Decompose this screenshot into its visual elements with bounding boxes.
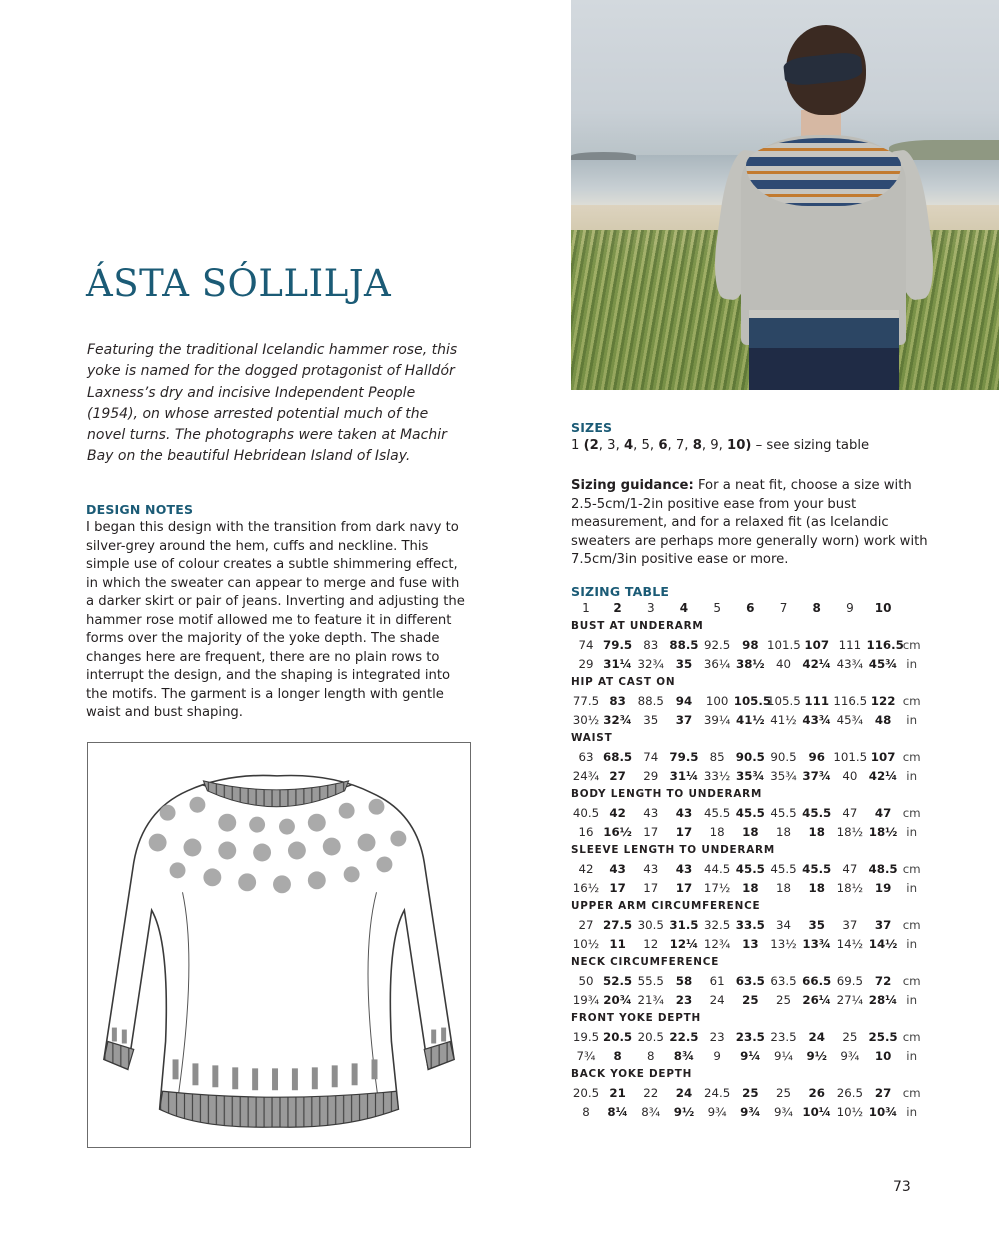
- measurement-value: 43¾: [836, 656, 864, 671]
- measurement-row-cm: [571, 691, 931, 710]
- measurement-value: 9½: [806, 1048, 827, 1063]
- unit-label: in: [906, 936, 918, 951]
- size-column-header: 8: [812, 601, 821, 615]
- measurement-value: 98: [742, 637, 759, 652]
- measurement-value: 45.5: [802, 805, 832, 820]
- measurement-value: 17: [643, 880, 659, 895]
- measurement-value: 16: [578, 824, 594, 839]
- unit-label: cm: [902, 805, 921, 820]
- size-column-header: 10: [874, 601, 892, 615]
- design-notes-section: [86, 502, 471, 723]
- measurement-value: 34: [776, 917, 792, 932]
- measurement-label: SLEEVE LENGTH TO UNDERARM: [571, 844, 775, 856]
- measurement-value: 9¾: [707, 1104, 727, 1119]
- photo-sweater-yoke: [746, 138, 901, 206]
- measurement-value: 29: [643, 768, 659, 783]
- measurement-value: 20.5: [603, 1029, 633, 1044]
- measurement-value: 38½: [736, 656, 765, 671]
- measurement-value: 45.5: [770, 861, 797, 876]
- measurement-value: 18: [776, 880, 792, 895]
- unit-label: in: [906, 880, 918, 895]
- sizes-list: [571, 438, 931, 453]
- measurement-value: 41½: [736, 712, 765, 727]
- measurement-value: 20¾: [603, 992, 632, 1007]
- unit-label: cm: [902, 1029, 921, 1044]
- measurement-row-cm: [571, 1027, 931, 1046]
- measurement-value: 63.5: [770, 973, 797, 988]
- measurement-row-in: [571, 1102, 931, 1121]
- measurement-value: 50: [578, 973, 594, 988]
- measurement-value: 39¼: [703, 712, 731, 727]
- measurement-value: 23: [675, 992, 693, 1007]
- size-column-header: 7: [779, 601, 788, 615]
- size-9: , 9,: [701, 438, 728, 453]
- measurement-value: 23.5: [735, 1029, 765, 1044]
- measurement-value: 24¾: [572, 768, 600, 783]
- measurement-value: 63: [578, 749, 594, 764]
- measurement-value: 9¾: [774, 1104, 793, 1119]
- size-6: 6: [658, 438, 668, 453]
- measurement-value: 19.5: [572, 1029, 600, 1044]
- measurement-value: 18½: [836, 880, 864, 895]
- measurement-row-in: [571, 822, 931, 841]
- measurement-value: 83: [609, 693, 626, 708]
- measurement-row-cm: [571, 859, 931, 878]
- measurement-value: 16½: [603, 824, 632, 839]
- measurement-value: 8¼: [607, 1104, 628, 1119]
- measurement-value: 10¼: [802, 1104, 832, 1119]
- measurement-value: 63.5: [735, 973, 765, 988]
- unit-label: cm: [902, 749, 921, 764]
- measurement-value: 111: [804, 693, 830, 708]
- measurement-value: 22.5: [669, 1029, 699, 1044]
- measurement-value: 77.5: [572, 693, 600, 708]
- photo-skirt: [749, 348, 899, 390]
- measurement-value: 43: [643, 861, 659, 876]
- measurement-value: 48: [874, 712, 892, 727]
- unit-label: cm: [902, 861, 921, 876]
- measurement-value: 10¾: [868, 1104, 898, 1119]
- measurement-value: 17: [675, 824, 693, 839]
- measurement-value: 88.5: [669, 637, 699, 652]
- measurement-value: 27: [609, 768, 626, 783]
- measurement-value: 45.5: [802, 861, 832, 876]
- measurement-value: 18: [709, 824, 725, 839]
- sizing-table-heading: SIZING TABLE: [571, 584, 670, 599]
- measurement-value: 101.5: [766, 637, 801, 652]
- photo-island: [571, 152, 636, 160]
- measurement-value: 47: [842, 805, 858, 820]
- measurement-value: 8¾: [673, 1048, 695, 1063]
- measurement-value: 26.5: [836, 1085, 864, 1100]
- measurement-value: 69.5: [836, 973, 864, 988]
- measurement-row-cm: [571, 915, 931, 934]
- measurement-value: 9¾: [840, 1048, 860, 1063]
- sizes-section: [571, 420, 931, 453]
- measurement-value: 35¾: [736, 768, 765, 783]
- measurement-value: 8: [613, 1048, 622, 1063]
- measurement-value: 20.5: [572, 1085, 600, 1100]
- measurement-value: 9½: [673, 1104, 695, 1119]
- measurement-value: 37: [675, 712, 693, 727]
- measurement-value: 9¾: [740, 1104, 761, 1119]
- size-column-header: 2: [613, 601, 622, 615]
- size-3: , 3,: [598, 438, 624, 453]
- measurement-value: 13: [742, 936, 759, 951]
- measurement-value: 40.5: [572, 805, 600, 820]
- measurement-value: 11: [609, 936, 626, 951]
- sizes-suffix: – see sizing table: [751, 438, 870, 453]
- measurement-row-in: [571, 878, 931, 897]
- measurement-value: 79.5: [603, 637, 633, 652]
- measurement-value: 12¼: [669, 936, 699, 951]
- measurement-value: 37: [874, 917, 892, 932]
- measurement-value: 43: [675, 805, 693, 820]
- photo-sweater-hem: [749, 310, 899, 350]
- measurement-value: 17: [609, 880, 626, 895]
- sizing-table: [571, 584, 931, 1121]
- measurement-value: 35¾: [770, 768, 797, 783]
- measurement-value: 44.5: [704, 861, 731, 876]
- measurement-row-cm: [571, 1083, 931, 1102]
- measurement-value: 36¼: [703, 656, 731, 671]
- measurement-row-in: [571, 654, 931, 673]
- measurement-value: 96: [808, 749, 825, 764]
- sizing-guidance-text: For a neat fit, choose a size with 2.5-5cm/1-2in positive ease from your bust measurement, and for a relaxed fit (as Icelandic sweaters are perhaps more generally worn) work with 7.5cm/3in positive ease or more.: [571, 478, 928, 568]
- sizing-guidance-label: Sizing guidance:: [571, 478, 694, 493]
- size-column-header: 1: [582, 601, 590, 615]
- measurement-value: 25: [776, 992, 792, 1007]
- measurement-value: 18: [742, 880, 759, 895]
- measurement-value: 101.5: [833, 749, 868, 764]
- measurement-value: 9¼: [774, 1048, 793, 1063]
- page-title: ÁSTA SÓLLILJA: [86, 262, 392, 305]
- measurement-label: UPPER ARM CIRCUMFERENCE: [571, 900, 761, 912]
- sizes-heading: SIZES: [571, 420, 613, 435]
- measurement-label: BODY LENGTH TO UNDERARM: [571, 788, 763, 800]
- measurement-value: 31.5: [669, 917, 699, 932]
- measurement-value: 31¼: [669, 768, 699, 783]
- measurement-value: 17½: [703, 880, 731, 895]
- measurement-value: 35: [643, 712, 659, 727]
- measurement-value: 27.5: [603, 917, 633, 932]
- page-number: 73: [893, 1179, 911, 1195]
- measurement-row-cm: [571, 971, 931, 990]
- unit-label: in: [906, 992, 918, 1007]
- measurement-value: 55.5: [637, 973, 664, 988]
- hero-photo: [571, 0, 999, 390]
- unit-label: in: [906, 768, 918, 783]
- measurement-value: 33½: [703, 768, 731, 783]
- measurement-value: 107: [870, 749, 896, 764]
- measurement-value: 17: [675, 880, 693, 895]
- measurement-value: 41½: [770, 712, 797, 727]
- measurement-value: 40: [842, 768, 858, 783]
- measurement-value: 45¾: [868, 656, 898, 671]
- measurement-value: 32.5: [704, 917, 731, 932]
- measurement-value: 88.5: [637, 693, 664, 708]
- measurement-label: WAIST: [571, 732, 613, 744]
- measurement-value: 90.5: [735, 749, 765, 764]
- measurement-value: 74: [578, 637, 594, 652]
- measurement-value: 43: [609, 861, 626, 876]
- measurement-value: 23.5: [770, 1029, 797, 1044]
- measurement-row-in: [571, 710, 931, 729]
- measurement-row-cm: [571, 747, 931, 766]
- sweater-sketch-icon: [88, 743, 470, 1147]
- measurement-value: 42: [578, 861, 594, 876]
- design-notes-heading: DESIGN NOTES: [86, 502, 194, 517]
- measurement-label: HIP AT CAST ON: [571, 676, 676, 688]
- unit-label: cm: [902, 637, 921, 652]
- measurement-value: 45.5: [770, 805, 797, 820]
- measurement-value: 9: [713, 1048, 721, 1063]
- measurement-value: 122: [870, 693, 896, 708]
- measurement-value: 42¼: [802, 656, 832, 671]
- measurement-row-cm: [571, 803, 931, 822]
- photo-model: [721, 20, 921, 390]
- unit-label: in: [906, 1104, 918, 1119]
- measurement-value: 31¼: [603, 656, 632, 671]
- measurement-value: 79.5: [669, 749, 699, 764]
- measurement-value: 24.5: [704, 1085, 731, 1100]
- size-7: , 7,: [667, 438, 693, 453]
- measurement-value: 10½: [572, 936, 600, 951]
- size-8: 8: [692, 438, 702, 453]
- measurement-value: 85: [709, 749, 725, 764]
- measurement-value: 47: [842, 861, 858, 876]
- measurement-row-in: [571, 766, 931, 785]
- measurement-value: 25: [776, 1085, 792, 1100]
- measurement-value: 45.5: [735, 805, 765, 820]
- measurement-value: 45.5: [735, 861, 765, 876]
- measurement-value: 30.5: [637, 917, 664, 932]
- measurement-row-cm: [571, 635, 931, 654]
- measurement-value: 12: [643, 936, 659, 951]
- measurement-value: 29: [578, 656, 594, 671]
- measurement-value: 18: [742, 824, 759, 839]
- measurement-value: 32¾: [637, 656, 664, 671]
- measurement-value: 42: [609, 805, 626, 820]
- measurement-value: 61: [709, 973, 725, 988]
- measurement-value: 68.5: [603, 749, 633, 764]
- size-column-header: 9: [846, 601, 854, 615]
- unit-label: in: [906, 824, 918, 839]
- measurement-value: 32¾: [603, 712, 632, 727]
- measurement-value: 94: [675, 693, 693, 708]
- measurement-value: 37¾: [802, 768, 832, 783]
- size-column-header: 5: [713, 601, 721, 615]
- measurement-value: 83: [643, 637, 659, 652]
- measurement-value: 111: [838, 637, 862, 652]
- measurement-value: 42¼: [868, 768, 898, 783]
- measurement-value: 26¼: [802, 992, 832, 1007]
- size-5: , 5,: [633, 438, 659, 453]
- size-column-header: 3: [646, 601, 655, 615]
- measurement-value: 48.5: [868, 861, 898, 876]
- measurement-value: 100: [705, 693, 729, 708]
- measurement-value: 27: [874, 1085, 892, 1100]
- measurement-value: 26: [808, 1085, 825, 1100]
- measurement-value: 105.5: [766, 693, 801, 708]
- design-notes-body: I began this design with the transition from dark navy to silver-grey around the hem, cuffs and neckline. This simple use of colour creates a subtle shimmering effect, in which the sweater can appear to merge and fuse with a darker skirt or pair of jeans. Inverting and adjusting the hammer rose motif allowed me to feature it in different forms over the majority of the yoke depth. The shade changes here are frequent, there are no plain rows to interrupt the design, and the shaping is integrated into the motifs. The garment is a longer length with gentle waist and bust shaping.: [86, 520, 465, 720]
- sizing-guidance: [571, 477, 931, 570]
- measurement-value: 43¾: [802, 712, 832, 727]
- measurement-value: 8¾: [641, 1104, 661, 1119]
- measurement-label: FRONT YOKE DEPTH: [571, 1012, 702, 1024]
- measurement-value: 35: [808, 917, 825, 932]
- measurement-value: 18½: [836, 824, 864, 839]
- measurement-value: 14½: [868, 936, 898, 951]
- measurement-value: 33.5: [735, 917, 765, 932]
- measurement-value: 8: [647, 1048, 655, 1063]
- measurement-value: 20.5: [637, 1029, 664, 1044]
- measurement-value: 25: [842, 1029, 858, 1044]
- measurement-value: 116.5: [866, 637, 904, 652]
- measurement-value: 24: [675, 1085, 693, 1100]
- measurement-value: 25: [742, 992, 759, 1007]
- measurement-value: 14½: [836, 936, 864, 951]
- measurement-value: 30½: [572, 712, 600, 727]
- measurement-value: 74: [643, 749, 659, 764]
- size-column-header: 6: [746, 601, 755, 615]
- measurement-value: 45¾: [836, 712, 864, 727]
- unit-label: in: [906, 712, 918, 727]
- measurement-row-in: [571, 990, 931, 1009]
- measurement-value: 105.5: [733, 693, 772, 708]
- measurement-label: NECK CIRCUMFERENCE: [571, 956, 720, 968]
- unit-label: in: [906, 1048, 918, 1063]
- measurement-value: 18: [808, 880, 825, 895]
- size-10: 10): [727, 438, 752, 453]
- measurement-value: 45.5: [704, 805, 731, 820]
- measurement-value: 47: [874, 805, 892, 820]
- measurement-value: 92.5: [704, 637, 731, 652]
- unit-label: cm: [902, 693, 921, 708]
- unit-label: cm: [902, 973, 921, 988]
- unit-label: in: [906, 656, 918, 671]
- measurement-value: 58: [675, 973, 693, 988]
- sizing-table-header-row: [571, 599, 931, 617]
- measurement-value: 25: [742, 1085, 759, 1100]
- measurement-value: 116.5: [833, 693, 868, 708]
- measurement-label: BUST AT UNDERARM: [571, 620, 704, 632]
- measurement-value: 13½: [770, 936, 797, 951]
- intro-paragraph: Featuring the traditional Icelandic hammer rose, this yoke is named for the dogged protagonist of Halldór Laxness’s dry and incisive Independent People (1954), on whose arrested potential much of the novel turns. The photographs were taken at Machir Bay on the beautiful Hebridean Island of Islay.: [87, 342, 458, 465]
- measurement-value: 19¾: [572, 992, 600, 1007]
- measurement-value: 66.5: [802, 973, 832, 988]
- measurement-value: 17: [643, 824, 659, 839]
- measurement-value: 7¾: [576, 1048, 596, 1063]
- unit-label: cm: [902, 917, 921, 932]
- size-4: 4: [623, 438, 634, 453]
- measurement-value: 16½: [572, 880, 600, 895]
- measurement-value: 18: [808, 824, 825, 839]
- measurement-value: 28¼: [868, 992, 898, 1007]
- measurement-value: 27: [578, 917, 594, 932]
- size-1: 1: [571, 438, 584, 453]
- measurement-row-in: [571, 1046, 931, 1065]
- unit-label: cm: [902, 1085, 921, 1100]
- measurement-label: BACK YOKE DEPTH: [571, 1068, 693, 1080]
- measurement-value: 12¾: [703, 936, 731, 951]
- measurement-value: 37: [842, 917, 858, 932]
- sizing-table-body: [571, 617, 931, 1121]
- measurement-value: 8: [582, 1104, 590, 1119]
- measurement-value: 18: [776, 824, 792, 839]
- measurement-value: 23: [709, 1029, 725, 1044]
- measurement-value: 107: [804, 637, 830, 652]
- measurement-value: 19: [874, 880, 892, 895]
- measurement-value: 10½: [836, 1104, 864, 1119]
- measurement-value: 25.5: [868, 1029, 898, 1044]
- measurement-value: 43: [643, 805, 659, 820]
- measurement-value: 13¾: [802, 936, 832, 951]
- measurement-value: 27¼: [836, 992, 864, 1007]
- measurement-value: 52.5: [603, 973, 633, 988]
- measurement-value: 21¾: [637, 992, 664, 1007]
- measurement-value: 90.5: [770, 749, 797, 764]
- measurement-value: 18½: [868, 824, 898, 839]
- measurement-value: 10: [874, 1048, 892, 1063]
- measurement-value: 9¼: [740, 1048, 761, 1063]
- measurement-value: 22: [643, 1085, 659, 1100]
- measurement-value: 35: [675, 656, 693, 671]
- measurement-value: 40: [776, 656, 792, 671]
- size-2: (2: [583, 438, 599, 453]
- size-column-header: 4: [679, 601, 689, 615]
- measurement-row-in: [571, 934, 931, 953]
- measurement-value: 43: [675, 861, 693, 876]
- measurement-value: 72: [874, 973, 892, 988]
- sweater-illustration: [87, 742, 471, 1148]
- measurement-value: 24: [709, 992, 725, 1007]
- measurement-value: 24: [808, 1029, 825, 1044]
- measurement-value: 21: [609, 1085, 626, 1100]
